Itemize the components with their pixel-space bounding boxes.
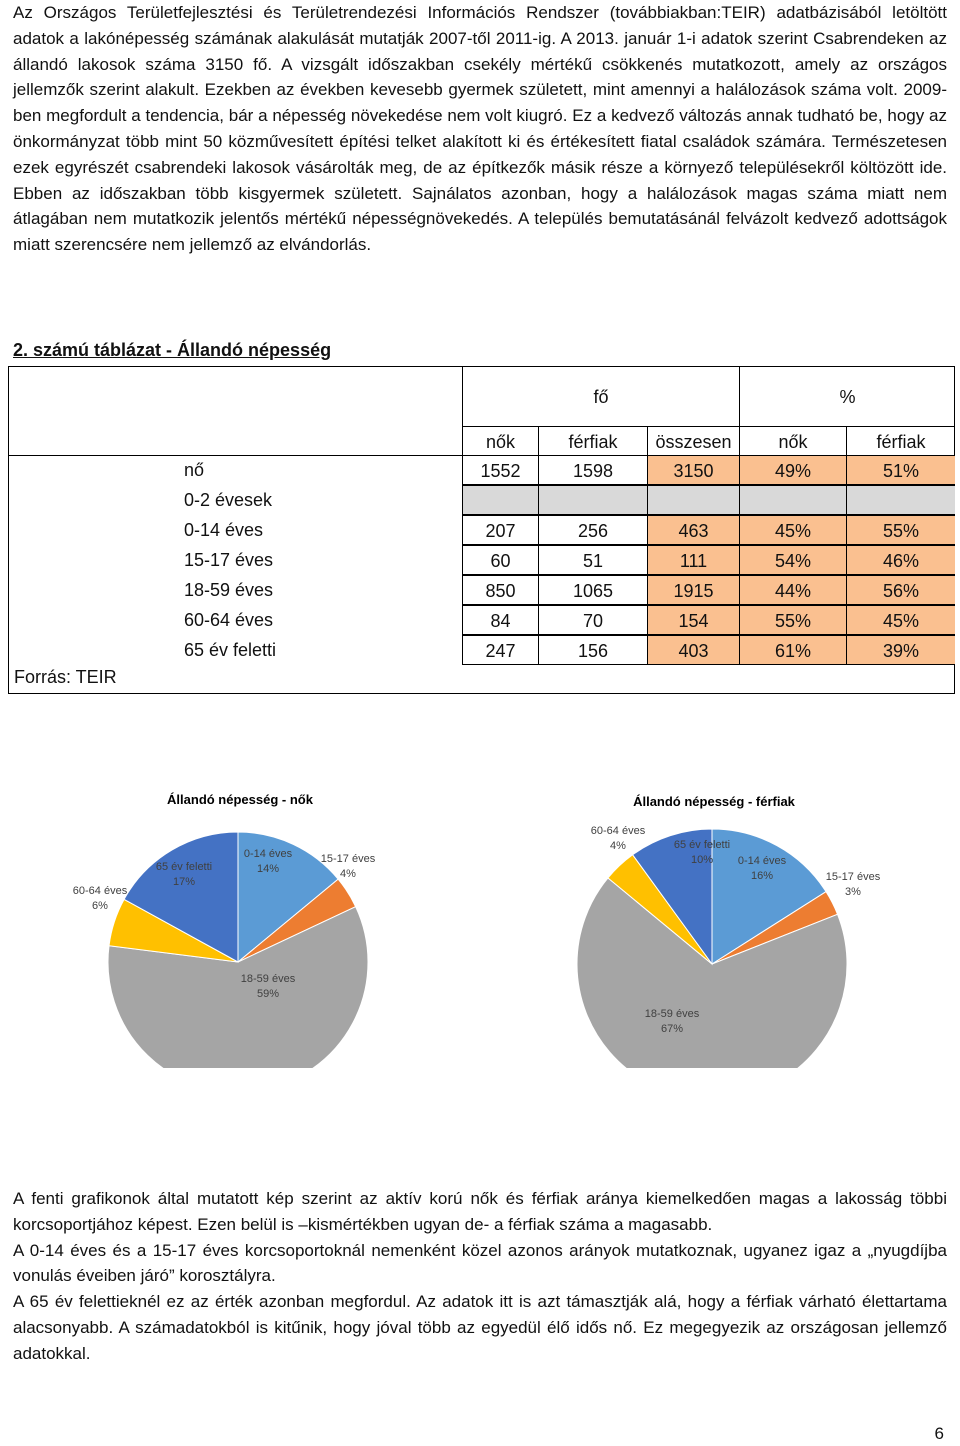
row-label: nő — [184, 460, 205, 480]
table-cell: 111 — [647, 545, 740, 575]
slice-label: 15-17 éves 4% — [320, 853, 376, 880]
table-cell: 156 — [538, 635, 648, 665]
col-header: nők — [462, 426, 539, 456]
page-number: 6 — [934, 1424, 944, 1443]
row-label: 15-17 éves — [184, 550, 274, 570]
table-cell: 154 — [647, 605, 740, 635]
table-cell: 45% — [846, 605, 955, 635]
table-cell: 60 — [462, 545, 539, 575]
table-cell — [538, 485, 648, 515]
row-label: 65 év feletti — [184, 640, 277, 660]
table-cell: 463 — [647, 515, 740, 545]
table-row — [9, 485, 955, 515]
table-cell — [739, 485, 847, 515]
slice-label: 18-59 éves 59% — [240, 973, 296, 1000]
table-cell: 84 — [462, 605, 539, 635]
table-cell: 55% — [739, 605, 847, 635]
chart-title: Állandó népesség - nők — [167, 792, 313, 807]
table-caption: 2. számú táblázat - Állandó népesség — [13, 340, 332, 360]
slice-label: 60-64 éves 4% — [590, 825, 646, 852]
outro-paragraph: A 65 év felettieknél ez az érték azonban megfordul. Az adatok itt is azt támasztják alá, hogy a férfiak várható élettartama alacsonyabb. A számadatokból is kitűnik, hogy jóval több az egyedül élő idős nő. Ez megegyezik az országosan jellemző adatokkal. — [13, 1292, 947, 1363]
table-cell: 1598 — [538, 455, 648, 485]
intro-paragraph: Az Országos Területfejlesztési és Területrendezési Információs Rendszer (továbbiakban:TEIR) adatbázisából letöltött adatok a lakónépesség számának alakulását mutatják 2007-től 2011-ig. A 2013. január 1-i adatok szerint Csabrendeken az állandó lakosok száma 3150 fő. A vizsgált időszakban csekély mértékű csökkenés mutatkozott, amely az országos jellemzők szerint alakult. Ezekben az években kevesebb gyermek született, mint amennyi a halálozások száma volt. 2009-ben megfordult a tendencia, bár a népesség növekedése nem volt kiugró. Ez a kedvező változás annak tudható be, hogy az önkormányzat több mint 50 közművesített építési telket alakított ki és értékesített fiatal családok számára. Természetesen ezek egyrészét csabrendeki lakosok vásárolták meg, de az építkezők másik része a környező településekről költözött ide. Ebben az időszakban több kisgyermek született. Sajnálatos azonban, hogy a halálozások magas száma miatt nem átlagában nem mutatkozik jelentős mértékű népességnövekedés. A település bemutatásánál felvázolt kedvező adottságok miatt szerencsére nem jellemző az elvándorlás. — [13, 3, 947, 255]
outro-text — [13, 1186, 947, 1367]
slice-label: 15-17 éves 3% — [825, 871, 881, 898]
table-cell: 51 — [538, 545, 648, 575]
row-label: 60-64 éves — [184, 610, 274, 630]
table-row — [9, 545, 955, 575]
table-cell — [846, 485, 955, 515]
table-cell: 46% — [846, 545, 955, 575]
table-cell — [647, 485, 740, 515]
table-source: Forrás: TEIR — [14, 667, 117, 687]
table-cell: 39% — [846, 635, 955, 665]
table-cell — [462, 485, 539, 515]
slice-label: 18-59 éves 67% — [644, 1008, 700, 1035]
table-row — [9, 515, 955, 545]
table-row — [9, 575, 955, 605]
pie-chart-men-svg — [486, 752, 952, 1068]
table-cell: 56% — [846, 575, 955, 605]
table-cell: 247 — [462, 635, 539, 665]
row-label: 0-2 évesek — [184, 490, 273, 510]
group-header-percent: % — [739, 367, 955, 427]
table-cell: 55% — [846, 515, 955, 545]
col-header: nők — [739, 426, 847, 456]
table-cell: 51% — [846, 455, 955, 485]
table-cell: 45% — [739, 515, 847, 545]
table-cell: 3150 — [647, 455, 740, 485]
table-cell: 207 — [462, 515, 539, 545]
population-table — [8, 366, 955, 694]
slice-label: 65 év feletti 17% — [155, 861, 213, 888]
col-header: férfiak — [538, 426, 648, 456]
row-label: 18-59 éves — [184, 580, 274, 600]
row-label: 0-14 éves — [184, 520, 264, 540]
table-cell: 49% — [739, 455, 847, 485]
table-cell: 256 — [538, 515, 648, 545]
pie-chart-women-svg — [14, 752, 480, 1068]
table-cell: 850 — [462, 575, 539, 605]
column-header-row — [9, 426, 955, 456]
outro-paragraph: A fenti grafikonok által mutatott kép szerint az aktív korú nők és férfiak aránya kiemelkedően magas a lakosság többi korcsoportjához képest. Ezen belül is –kismértékben ugyan de- a férfiak száma a magasabb. — [13, 1189, 947, 1234]
table-cell: 1552 — [462, 455, 539, 485]
group-header-fo: fő — [462, 367, 740, 427]
chart-title: Állandó népesség - férfiak — [633, 794, 795, 809]
outro-paragraph: A 0-14 éves és a 15-17 éves korcsoportoknál nemenként közel azonos arányok mutatkoznak, ugyanez igaz a „nyugdíjba vonulás éveiben járó” korosztályra. — [13, 1240, 947, 1286]
table-row — [9, 635, 955, 665]
slice-label: 65 év feletti 10% — [673, 839, 731, 866]
table-cell: 1915 — [647, 575, 740, 605]
table-row — [9, 605, 955, 635]
table-cell: 54% — [739, 545, 847, 575]
table-cell: 61% — [739, 635, 847, 665]
table-cell: 1065 — [538, 575, 648, 605]
table-cell: 70 — [538, 605, 648, 635]
slice-label: 0-14 éves 16% — [737, 855, 787, 882]
slice-label: 0-14 éves 14% — [243, 848, 293, 875]
col-header: férfiak — [846, 426, 955, 456]
pie-chart-men — [486, 752, 952, 1068]
table-row — [9, 455, 955, 485]
col-header: összesen — [647, 426, 740, 456]
slice-label: 60-64 éves 6% — [72, 885, 128, 912]
pie-chart-women — [14, 752, 480, 1068]
table-cell: 44% — [739, 575, 847, 605]
table-cell: 403 — [647, 635, 740, 665]
